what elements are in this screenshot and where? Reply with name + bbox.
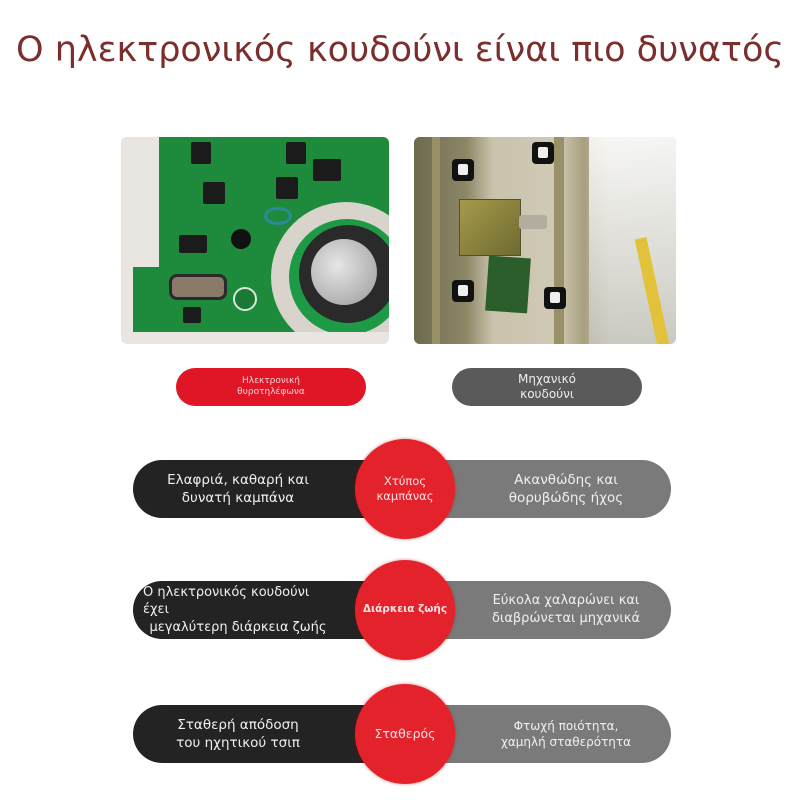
- text-line: Εύκολα χαλαρώνει και: [492, 593, 640, 609]
- metal-rail: [554, 137, 564, 344]
- photo-background: [133, 332, 389, 344]
- mount-clip: [532, 142, 554, 164]
- ic-chip: [203, 182, 225, 204]
- wire: [264, 207, 292, 225]
- text-line: χαμηλή σταθερότητα: [500, 735, 632, 749]
- text-line: Φτωχή ποιότητα,: [513, 718, 619, 733]
- text-line: θορυβώδης ήχος: [508, 490, 624, 506]
- small-pcb: [485, 256, 531, 314]
- ic-chip: [183, 307, 201, 323]
- mount-clip: [544, 287, 566, 309]
- mechanical-label-line2: κουδούνι: [520, 387, 574, 401]
- transistor: [286, 142, 306, 164]
- text-line: Διάρκεια ζωής: [362, 603, 448, 616]
- plunger: [519, 215, 547, 229]
- ic-chip: [179, 235, 207, 253]
- text-line: Χτύπος: [383, 474, 427, 489]
- text-line: Ακανθώδης και: [514, 471, 618, 488]
- mechanical-label: [452, 368, 642, 406]
- electronic-label: [176, 368, 366, 406]
- page-title: Ο ηλεκτρονικός κουδούνι είναι πιο δυνατός: [16, 30, 784, 70]
- text-line: διαβρώνεται μηχανικά: [491, 611, 641, 626]
- photo-background: [121, 137, 159, 267]
- capacitor: [231, 229, 251, 249]
- mount-clip: [452, 280, 474, 302]
- ic-chip: [276, 177, 298, 199]
- text-line: Σταθερή απόδοση: [177, 716, 299, 733]
- mount-clip: [452, 159, 474, 181]
- speaker-magnet: [311, 239, 377, 305]
- regulator: [313, 159, 341, 181]
- crystal-oscillator: [169, 274, 227, 300]
- electronic-doorbell-photo: [121, 137, 389, 344]
- text-line: Ο ηλεκτρονικός κουδούνι έχει: [143, 584, 310, 618]
- category-badge: [355, 439, 455, 539]
- comparison-row-stability: [133, 705, 671, 763]
- text-line: του ηχητικού τσιπ: [176, 735, 300, 751]
- solenoid: [459, 199, 521, 256]
- comparison-row-bell-sound: [133, 460, 671, 518]
- mechanical-label-line1: Μηχανικό: [518, 372, 576, 386]
- mount-hole: [233, 287, 257, 311]
- electronic-label-line2: θυροτηλέφωνα: [237, 387, 305, 397]
- comparison-row-lifespan: [133, 581, 671, 639]
- text-line: καμπάνας: [376, 489, 434, 503]
- category-badge: [355, 560, 455, 660]
- text-line: μεγαλύτερη διάρκεια ζωής: [149, 619, 327, 635]
- text-line: Σταθερός: [374, 725, 436, 741]
- text-line: δυνατή καμπάνα: [181, 490, 295, 506]
- electronic-label-line1: Ηλεκτρονική: [242, 375, 300, 386]
- text-line: Ελαφριά, καθαρή και: [167, 471, 309, 488]
- mechanical-bell-photo: [414, 137, 676, 344]
- plastic-bag: [589, 137, 676, 344]
- transistor: [191, 142, 211, 164]
- metal-rail: [432, 137, 440, 344]
- category-badge: [355, 684, 455, 784]
